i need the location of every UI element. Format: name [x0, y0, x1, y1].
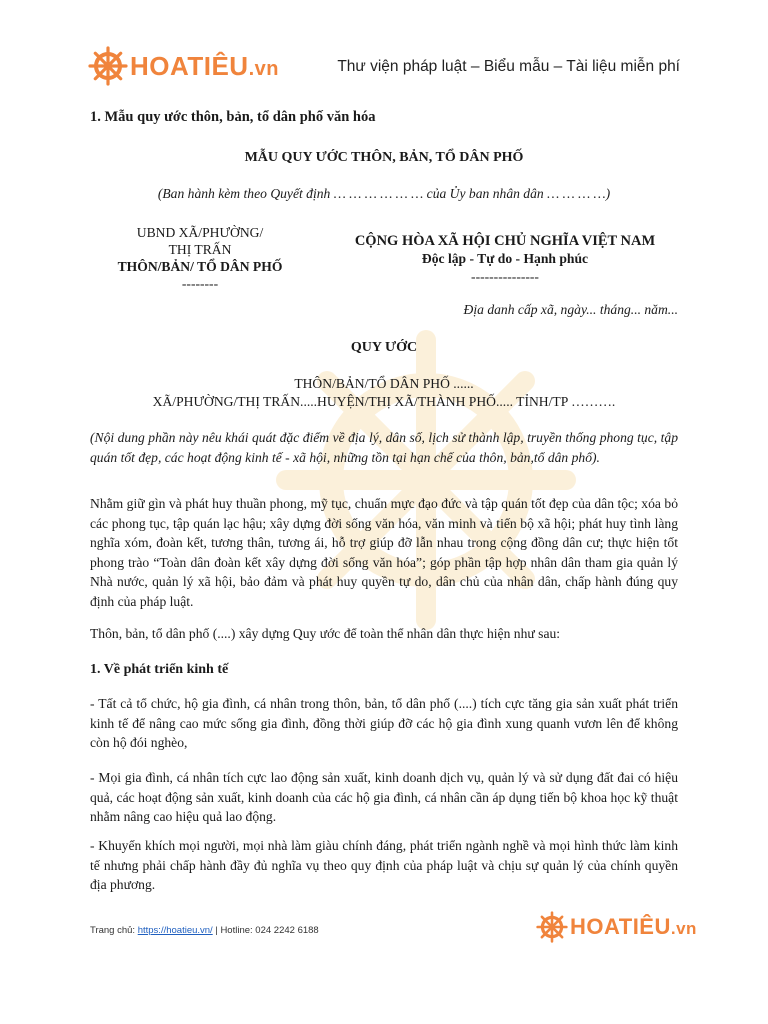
- document-subtitle-2: XÃ/PHƯỜNG/THỊ TRẤN.....HUYỆN/THỊ XÃ/THÀNH PHỐ..... TỈNH/TP ……….: [152, 394, 616, 409]
- national-motto: Độc lập - Tự do - Hạnh phúc: [421, 251, 589, 266]
- authority-line-3: THÔN/BẢN/ TỔ DÂN PHỐ: [117, 259, 283, 274]
- authority-line-2: THỊ TRẤN: [168, 242, 232, 257]
- footer-logo-text: HOATIÊU.vn: [570, 914, 697, 939]
- economy-item-1: - Tất cả tổ chức, hộ gia đình, cá nhân trong thôn, bản, tổ dân phố (....) tích cực tăng gia sản xuất phát triển kinh tế để nâng cao mức sống gia đình, đồng thời giúp đỡ các hộ gia đình xung quanh vươn lên để không còn hộ đói nghèo,: [90, 696, 678, 750]
- ship-wheel-icon: [536, 911, 568, 943]
- economy-item-2: - Mọi gia đình, cá nhân tích cực lao động sản xuất, kinh doanh dịch vụ, quản lý và sử dụng đất đai có hiệu quả, các hoạt động sản xuất, kinh doanh của các hộ gia đình, cá nhân cần áp dụng tiến bộ khoa học kỹ thuật nhằm nâng cao hiệu quả lao động.: [90, 770, 678, 824]
- issuing-authority-block: [90, 224, 310, 292]
- national-motto-block: [330, 232, 680, 286]
- footer-hotline: | Hotline: 024 2242 6188: [212, 925, 319, 936]
- intro-statement: Thôn, bản, tổ dân phố (....) xây dựng Quy ước để toàn thể nhân dân thực hiện như sau:: [90, 626, 561, 641]
- footer-home-link[interactable]: https://hoatieu.vn/: [137, 925, 213, 936]
- economy-item-3: - Khuyến khích mọi người, mọi nhà làm giàu chính đáng, phát triển ngành nghề và mọi hình thức làm kinh tế nhưng phải chấp hành đầy đủ nghĩa vụ theo quy định của pháp luật và chịu sự quản lý của chính quyền địa phương.: [90, 838, 678, 892]
- issued-note: (Ban hành kèm theo Quyết định … … … … … … của Ủy ban nhân dân … … … …): [157, 186, 611, 201]
- motto-divider: ---------------: [471, 269, 539, 284]
- place-date: Địa danh cấp xã, ngày... tháng... năm...: [463, 302, 678, 317]
- ship-wheel-icon: [88, 46, 128, 86]
- form-title: MẪU QUY ƯỚC THÔN, BẢN, TỔ DÂN PHỐ: [244, 150, 524, 165]
- page-header: [0, 0, 768, 100]
- footer-brand-logo[interactable]: [536, 910, 697, 944]
- footer-contact: [90, 925, 319, 936]
- authority-divider: --------: [181, 276, 219, 291]
- brand-logo[interactable]: [88, 44, 279, 88]
- heading-economy: 1. Về phát triển kinh tế: [90, 662, 229, 677]
- document-subtitle-1: THÔN/BẢN/TỔ DÂN PHỐ ......: [294, 376, 474, 391]
- national-name: CỘNG HÒA XÃ HỘI CHỦ NGHĨA VIỆT NAM: [354, 233, 656, 249]
- footer-home-label: Trang chủ:: [90, 925, 138, 936]
- section-title: 1. Mẫu quy ước thôn, bản, tổ dân phố văn hóa: [90, 109, 376, 125]
- document-title: QUY ƯỚC: [350, 340, 418, 355]
- intro-note: (Nội dung phần này nêu khái quát đặc điểm về địa lý, dân số, lịch sử thành lập, truyền thống phong tục, tập quán tốt đẹp, các hoạt động kinh tế - xã hội, những tồn tại hạn chế của thôn, bản,tổ dân phố).: [90, 430, 678, 465]
- preamble-paragraph: Nhằm giữ gìn và phát huy thuần phong, mỹ tục, chuẩn mực đạo đức và tập quán tốt đẹp của dân tộc; xóa bỏ các phong tục, tập quán lạc hậu; xây dựng đời sống văn hóa, văn minh và tiến bộ xã hội; phát huy tình làng nghĩa xóm, đoàn kết, tương thân, tương ái, hỗ trợ giúp đỡ lẫn nhau trong cộng đồng dân cư; thực hiện tốt phong trào “Toàn dân đoàn kết xây dựng đời sống văn hóa”; góp phần tập hợp nhân dân tham gia quản lý Nhà nước, quản lý xã hội, bảo đảm và phát huy quyền tự do, dân chủ của nhân dân, chấp hành đúng quy định của pháp luật.: [90, 496, 678, 609]
- authority-line-1: UBND XÃ/PHƯỜNG/: [136, 225, 264, 240]
- logo-text: HOATIÊU.vn: [130, 50, 279, 81]
- header-tagline: Thư viện pháp luật – Biểu mẫu – Tài liệu miễn phí: [337, 58, 680, 75]
